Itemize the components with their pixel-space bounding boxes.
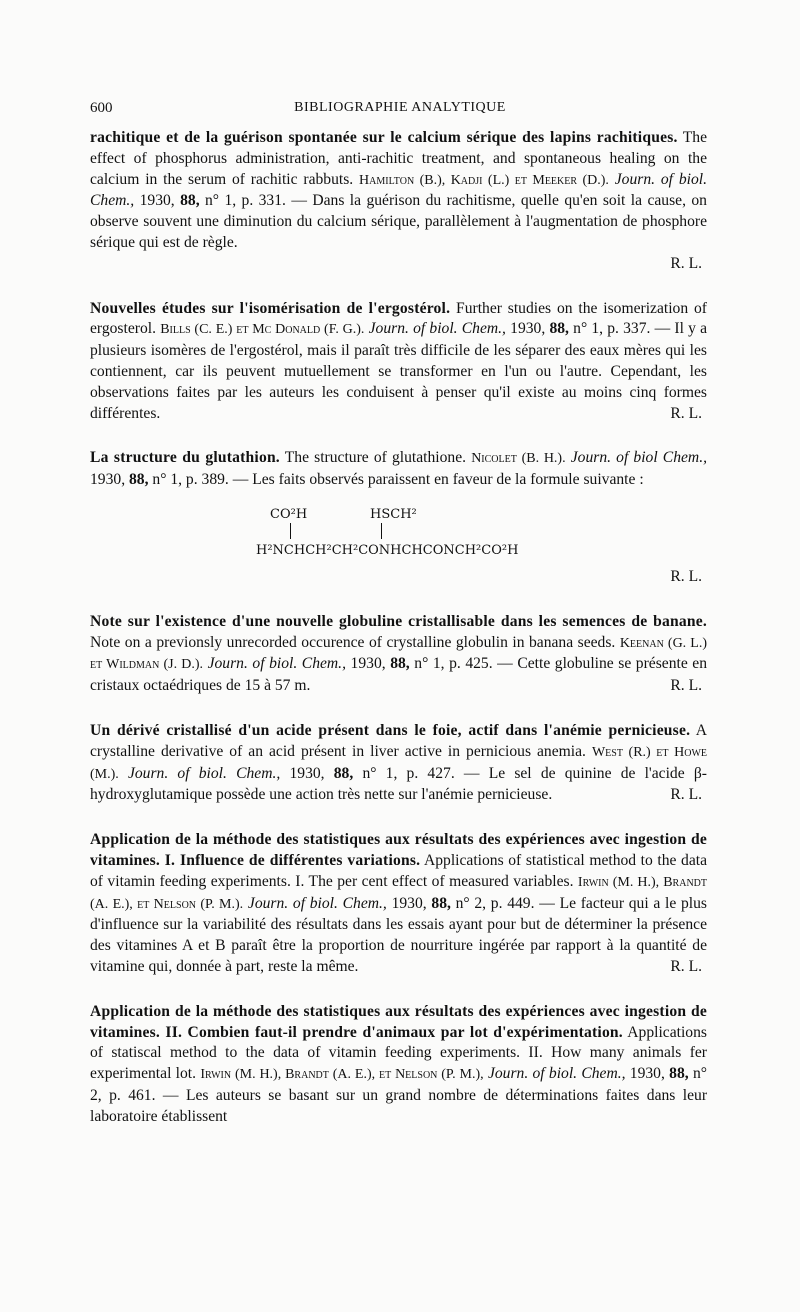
formula-bond-line [381,523,382,539]
entry-signature: R. L. [670,567,702,585]
entry-issue-pages: n° 1, p. 427. — [362,764,480,782]
entry-volume: 88, [333,764,354,782]
entry-authors: Keenan (G. L.) et Wildman (J. D.). [90,635,707,673]
entry-title-en: Note on a previonsly unrecorded occurence of crystalline globulin in banana seeds. [90,633,616,651]
entry-signature: R. L. [670,677,702,695]
entry-journal: Journ. of biol. Chem., [247,894,387,912]
entry-issue-pages: n° 2, p. 449. — [455,894,555,912]
entry-title-en: Applications of statiscal method to the data of vitamin feeding experiments. II. How many animals fer experimental lot. [90,1023,707,1083]
bibliography-entry [90,612,707,697]
chemical-formula [90,501,707,567]
entry-title-en: Applications of statistical method to the data of vitamin feeding experiments. I. The per cent effect of measured variables. [90,851,708,890]
entry-title-fr: Application de la méthode des statistiques aux résultats des expériences avec ingestion de vitamines. I. Influence de différentes variations. [90,831,707,869]
entry-year: 1930, [90,471,126,489]
entry-issue-pages: n° 1, p. 331. — [205,192,307,210]
entry-issue-pages: n° 1, p. 425. — [414,655,513,673]
entry-issue-pages: n° 1, p. 389. — [152,471,249,489]
entry-signature: R. L. [670,404,702,422]
entry-title-en: The structure of glutathione. [284,449,467,467]
entry-journal: Journ. of biol. Chem., [487,1065,626,1083]
entry-summary: Les faits observés paraissent en faveur de la formule suivante : [252,471,644,489]
entry-title-fr: Nouvelles études sur l'isomérisation de l'ergostérol. [90,299,451,317]
entry-title-fr: La structure du glutathion. [90,449,280,467]
running-title: BIBLIOGRAPHIE ANALYTIQUE [294,100,506,115]
entry-volume: 88, [390,655,410,673]
page-header [90,100,710,122]
entry-summary: Les auteurs se basant sur un grand nombre de déterminations faites dans leur laboratoire établissent [90,1086,708,1125]
formula-bond-line [290,523,291,539]
entry-title-fr: Un dérivé cristallisé d'un acide présent dans le foie, actif dans l'anémie pernicieuse. [90,721,691,739]
entry-title-en: Further studies on the isomerization of ergosterol. [90,299,707,338]
entry-title-fr: rachitique et de la guérison spontanée sur le calcium sérique des lapins rachitiques. [90,129,678,146]
entry-authors: Bills (C. E.) et Mc Donald (F. G.). [160,322,365,338]
entry-summary: Dans la guérison du rachitisme, quelle qu'en soit la cause, on observe souvent une diminution du calcium sérique, parallèlement à l'augmentation de phosphore sérique qui est de règle. [90,192,707,251]
entry-year: 1930, [350,655,386,673]
entry-authors: Irwin (M. H.), Brandt (A. E.), et Nelson (P. M.). [90,874,708,912]
page-body [90,128,707,1151]
entry-year: 1930, [139,192,175,210]
entry-title-en: A crystalline derivative of an acid présent in liver active in pernicious anemia. [90,721,707,760]
entry-journal: Journ. of biol. Chem., [90,170,707,210]
entry-signature: R. L. [670,254,702,272]
entry-signature: R. L. [670,786,702,804]
entry-volume: 88, [431,894,451,912]
entry-authors: West (R.) et Howe (M.). [90,744,707,782]
entry-summary: Il y a plusieurs isomères de l'ergostérol, mais il paraît très difficile de les séparer des eaux mères qui les contiennent, car ils peuvent mutuellement se transformer en l'un ou l'autre. Cependant, les observations faites par les auteurs les conduisent à penser qu'il existe au moins cinq formes différentes. [90,320,708,422]
entry-issue-pages: n° 1, p. 337. — [573,320,671,338]
entry-year: 1930, [391,894,427,912]
bibliography-entry [90,1002,707,1128]
entry-authors: Irwin (M. H.), Brandt (A. E.), et Nelson (P. M.), [200,1067,484,1083]
entry-year: 1930, [510,320,546,338]
entry-year: 1930, [289,764,325,782]
bibliography-entry [90,128,707,275]
formula-top-right: HSCH² [370,506,417,522]
formula-main-chain: H²NCHCH²CH²CONHCHCONCH²CO²H [256,542,519,558]
entry-volume: 88, [180,192,200,210]
bibliography-entry [90,830,707,978]
entry-summary: Cette globuline se présente en cristaux octaédriques de 15 à 57 m. [90,655,708,695]
entry-summary: Le facteur qui a le plus d'influence sur la variabilité des résultats dans les essais ayant pour but de déterminer la présence des vitamines A et B paraît être la proportion de nourriture ingérée par rapport à la quantité de vitamine qui, donnée à part, reste la même. [90,894,707,975]
bibliography-entry [90,721,707,806]
entry-issue-pages: n° 2, p. 461. — [90,1065,707,1104]
bibliography-entry [90,448,707,587]
entry-journal: Journ. of biol Chem., [570,449,707,467]
entry-signature: R. L. [670,957,702,975]
bibliography-entry [90,299,707,425]
entry-volume: 88, [129,471,149,489]
entry-journal: Journ. of biol. Chem., [368,320,506,338]
entry-volume: 88, [669,1065,689,1083]
entry-title-fr: Application de la méthode des statistiques aux résultats des expériences avec ingestion de vitamines. II. Combien faut-il prendre d'animaux par lot d'expérimentation. [90,1002,707,1041]
entry-journal: Journ. of biol. Chem., [127,764,281,782]
page-number: 600 [90,100,113,116]
formula-top-left: CO²H [270,506,308,522]
entry-authors: Nicolet (B. H.). [471,451,566,467]
entry-journal: Journ. of biol. Chem., [207,655,346,673]
entry-volume: 88, [549,320,569,338]
entry-title-en: The effect of phosphorus administration, anti-rachitic treatment, and spontaneous healing on the calcium in the serum of rachitic rabbuts. [90,129,707,188]
entry-year: 1930, [629,1065,665,1083]
entry-summary: Le sel de quinine de l'acide β-hydroxyglutamique possède une action très nette sur l'anémie pernicieuse. [90,764,707,804]
entry-authors: Hamilton (B.), Kadji (L.) et Meeker (D.). [359,172,609,188]
entry-title-fr: Note sur l'existence d'une nouvelle globuline cristallisable dans les semences de banane. [90,612,707,630]
